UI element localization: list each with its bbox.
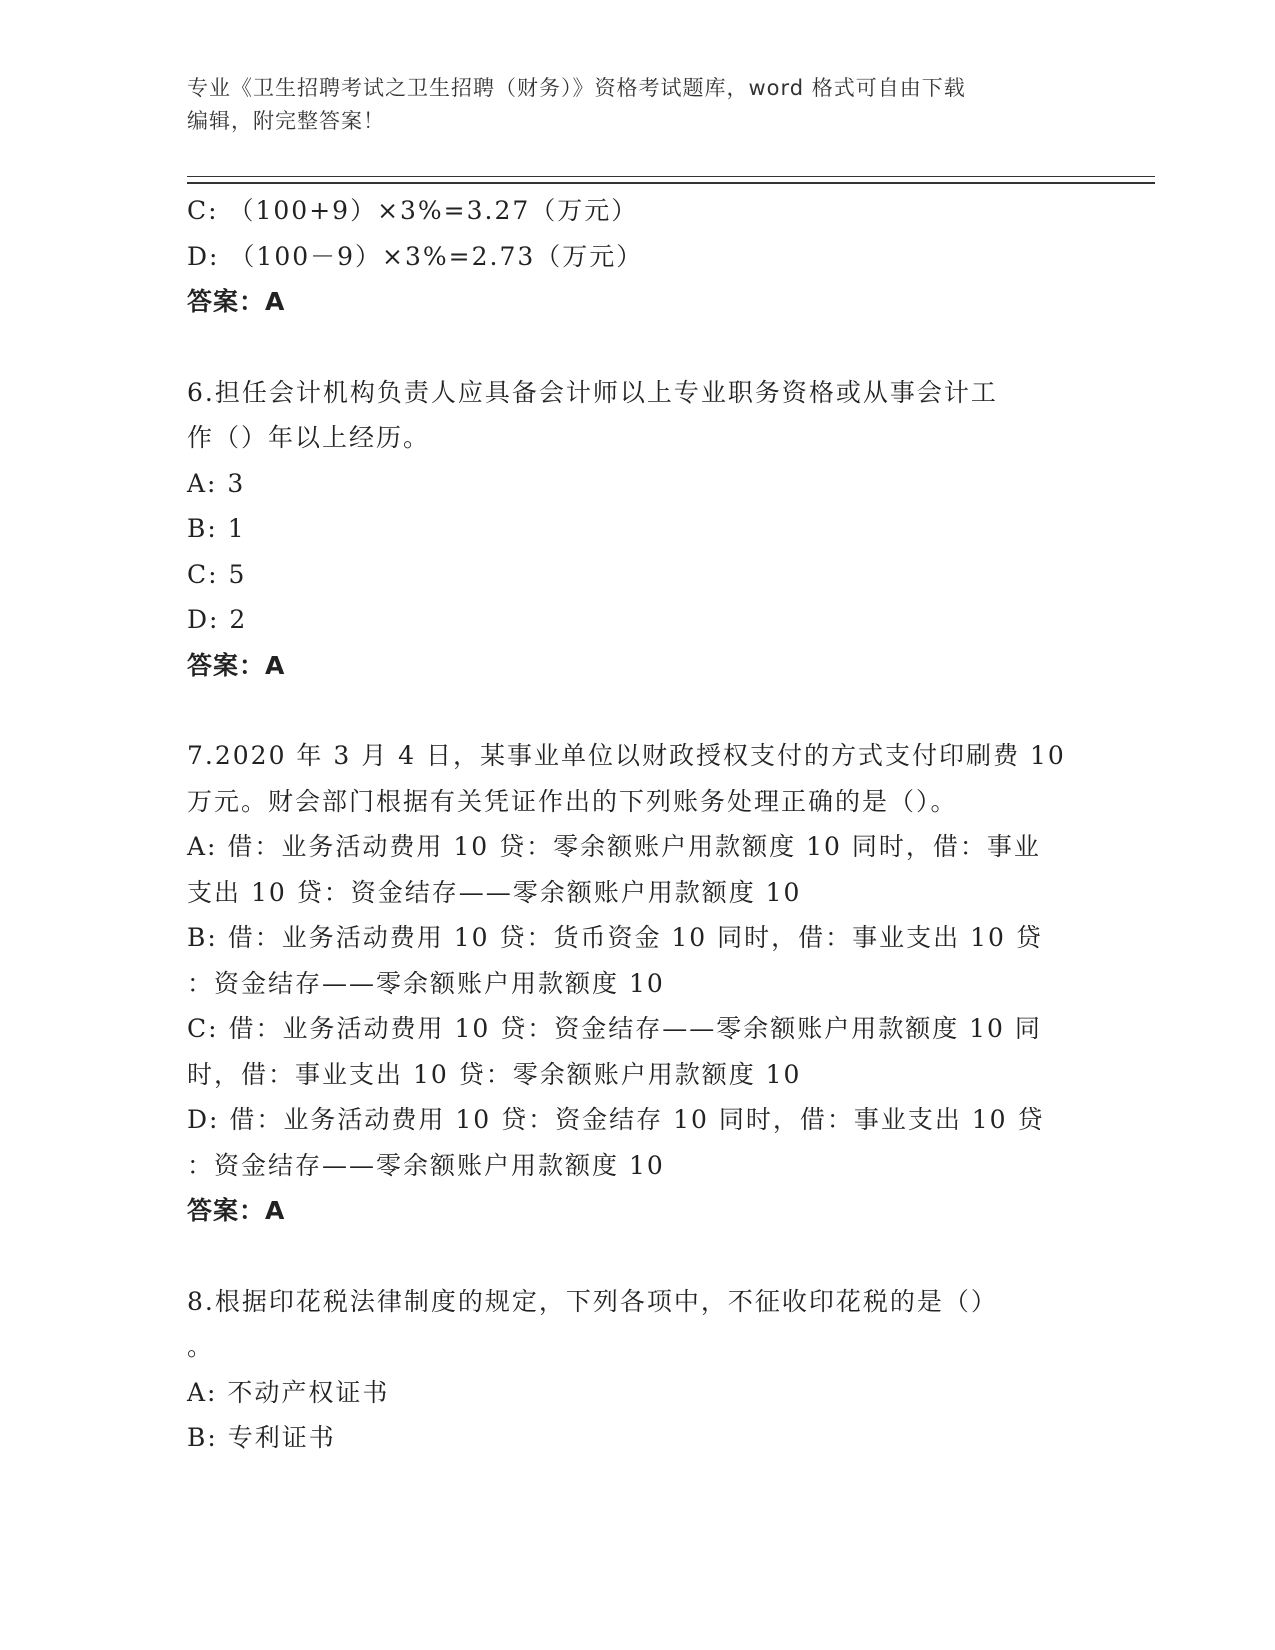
- q5-answer: 答案：A: [187, 287, 286, 316]
- q6-option-d: D: 2: [187, 605, 248, 634]
- q7-stem-line-1: 7.2020 年 3 月 4 日，某事业单位以财政授权支付的方式支付印刷费 10: [187, 741, 1066, 770]
- q8-option-b: B: 专利证书: [187, 1423, 336, 1452]
- q6-option-a: A: 3: [187, 468, 246, 498]
- q7-option-b-line-1: B: 借：业务活动费用 10 贷：货币资金 10 同时，借：事业支出 10 贷: [187, 923, 1043, 952]
- header-line-1: 专业《卫生招聘考试之卫生招聘（财务）》资格考试题库，word 格式可自由下载: [187, 76, 966, 100]
- q7-option-b-line-2: ：资金结存——零余额账户用款额度 10: [187, 968, 665, 998]
- q7-option-c-line-2: 时，借：事业支出 10 贷：零余额账户用款额度 10: [187, 1059, 802, 1089]
- q8-option-a: A: 不动产权证书: [187, 1377, 390, 1407]
- spacer: [187, 688, 1087, 733]
- page-header: [187, 72, 1067, 138]
- q7-option-d-line-2: ：资金结存——零余额账户用款额度 10: [187, 1150, 665, 1180]
- q6-option-b: B: 1: [187, 514, 246, 543]
- q7-answer: 答案：A: [187, 1196, 286, 1225]
- q6-stem-line-2: 作（）年以上经历。: [187, 423, 431, 452]
- q6-option-c: C: 5: [187, 559, 247, 589]
- spacer: [187, 325, 1087, 370]
- header-rule-thin: [187, 176, 1155, 177]
- header-line-2: 编辑，附完整答案！: [187, 109, 385, 133]
- q7-stem-line-2: 万元。财会部门根据有关凭证作出的下列账务处理正确的是（）。: [187, 786, 958, 816]
- q5-option-d: D: （100－9）×3%=2.73（万元）: [187, 241, 644, 271]
- document-body: [187, 188, 1087, 1461]
- q6-answer: 答案：A: [187, 650, 286, 680]
- q8-stem-line-1: 8.根据印花税法律制度的规定，下列各项中，不征收印花税的是（）: [187, 1286, 998, 1316]
- q7-option-c-line-1: C: 借：业务活动费用 10 贷：资金结存——零余额账户用款额度 10 同: [187, 1014, 1042, 1043]
- q7-option-a-line-2: 支出 10 贷：资金结存——零余额账户用款额度 10: [187, 877, 802, 907]
- q7-option-d-line-1: D: 借：业务活动费用 10 贷：资金结存 10 同时，借：事业支出 10 贷: [187, 1105, 1045, 1134]
- q5-option-c: C: （100+9）×3%=3.27（万元）: [187, 196, 639, 225]
- q7-option-a-line-1: A: 借：业务活动费用 10 贷：零余额账户用款额度 10 同时，借：事业: [187, 832, 1041, 861]
- header-rule-thick: [187, 182, 1155, 184]
- q6-stem-line-1: 6.担任会计机构负责人应具备会计师以上专业职务资格或从事会计工: [187, 377, 998, 407]
- spacer: [187, 1234, 1087, 1279]
- q8-stem-line-2: 。: [187, 1332, 215, 1361]
